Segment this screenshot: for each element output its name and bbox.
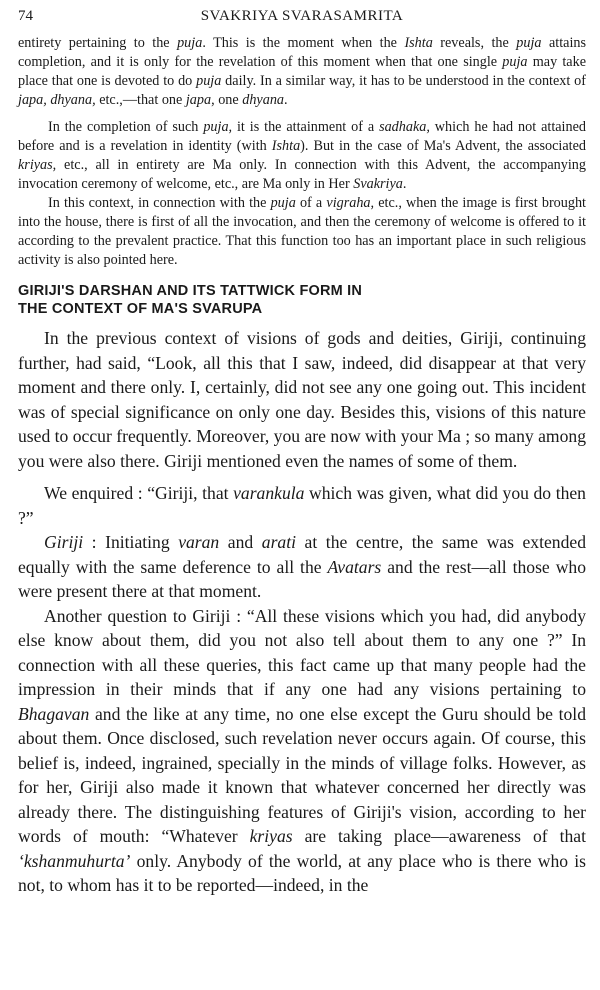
italic-term: puja (177, 35, 203, 51)
italic-term: japa, dhyana, (18, 92, 96, 108)
italic-term: Ishta (404, 35, 433, 51)
paragraph-6: Giriji : Initiating varan and arati at the centre, the same was extended equally with the same deference to all the Avatars and the rest—all those who were present there at that moment. (18, 532, 586, 601)
section-heading-line-1: GIRIJI'S DARSHAN AND ITS TATTWICK FORM IN (18, 283, 363, 299)
paragraph-2: In the completion of such puja, it is the attainment of a sadhaka, which he had not attained before and is a revelation in identity (with Ishta). But in the case of Ma's Advent, the associated kriyas, etc., all in entirety are Ma only. In connection with this Advent, the accompanying invocation ceremony of welcome, etc., are Ma only in Her Svakriya. (18, 119, 586, 192)
italic-term: arati (261, 532, 296, 552)
italic-term: puja (516, 35, 542, 51)
italic-term: Svakriya (353, 176, 403, 192)
paragraph-7: Another question to Giriji : “All these visions which you had, did anybody else know about them, did you not also tell about them to any one ?” In connection with all these queries, this fact came up that many people had the impression in their minds that if any one had any visions pertaining to Bhagavan and the like at any time, no one else except the Guru should be told about them. Once disclosed, such revelation never occurs again. Of course, this belief is, indeed, ingrained, specially in the minds of village folks. However, as for her, Giriji also made it known that whatever concerned her directly was already there. The distinguishing features of Giriji's vision, according to her words of mouth: “Whatever kriyas are taking place—awareness of that ‘kshanmuhurta’ only. Anybody of the world, at any place who is there who is not, to whom has it to be reported—indeed, in the (18, 605, 586, 895)
paragraph-4: In the previous context of visions of gods and deities, Giriji, continuing further, had said, “Look, all this that I saw, indeed, did disappear at that very moment and there only. I, certainly, did not see any one going out. This incident was of special significance on only one day. Besides this, visions of this nature used to occur frequently. Moreover, you are now with your Ma ; so many among you were also there. Giriji mentioned even the names of some of them. (18, 328, 586, 471)
paragraph-1: entirety pertaining to the puja. This is the moment when the Ishta reveals, the puja attains completion, and it is only for the revelation of this moment when that one single puja may take place that one is devoted to do puja daily. In a similar way, it has to be understood in the context of japa, dhyana, etc.,—that one japa, one dhyana. (18, 35, 586, 108)
italic-term: ‘kshanmuhurta’ (18, 850, 131, 871)
italic-term: puja, (203, 119, 233, 135)
italic-term: Avatars (327, 556, 382, 577)
italic-term: puja (502, 54, 528, 70)
italic-term: dhyana (242, 92, 285, 108)
running-head: SVAKRIYA SVARASAMRITA (200, 8, 404, 24)
paragraph-5: We enquired : “Giriji, that varankula which was given, what did you do then ?” (18, 483, 586, 528)
section-heading-line-2: THE CONTEXT OF MA'S SVARUPA (18, 301, 263, 317)
paragraph-3: In this context, in connection with the puja of a vigraha, etc., when the image is first brought into the house, there is first of all the invocation, and then the ceremony of welcome is offered to it according to the prevalent practice. That this function too has an important place in such religious activity is also pointed here. (18, 195, 586, 268)
page-number: 74 (18, 8, 33, 24)
italic-term: varankula (233, 483, 305, 503)
italic-term: japa (185, 92, 212, 108)
italic-term: Giriji (44, 532, 84, 552)
page-header (18, 0, 586, 34)
section-heading (18, 282, 586, 318)
italic-term: kriyas, (18, 157, 57, 173)
italic-term: puja (196, 73, 222, 89)
italic-term: Ishta (271, 138, 301, 154)
italic-term: puja (270, 195, 296, 211)
italic-term: vigraha, (326, 195, 375, 211)
italic-term: varan (178, 532, 220, 552)
italic-term: sadhaka, (379, 119, 430, 135)
italic-term: Bhagavan (18, 703, 90, 724)
italic-term: kriyas (249, 826, 293, 846)
